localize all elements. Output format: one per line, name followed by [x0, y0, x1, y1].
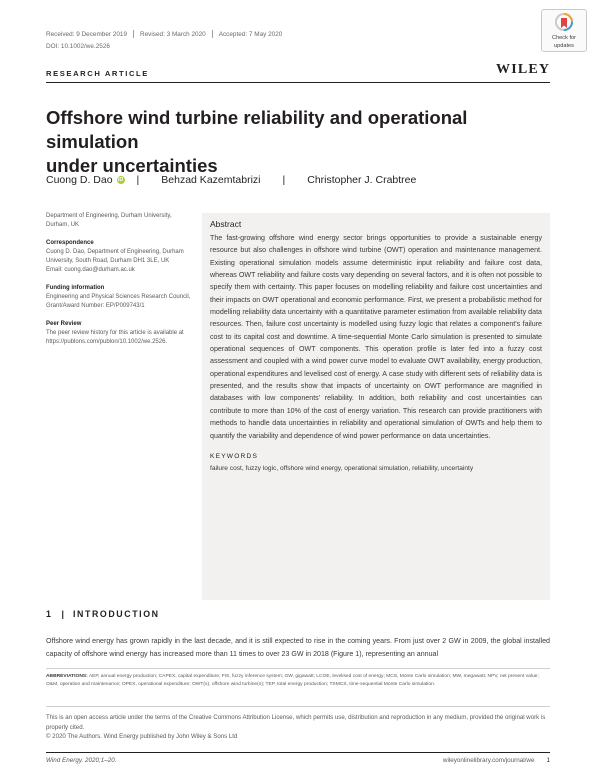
section-heading [46, 609, 160, 619]
abbreviations-label: ABBREVIATIONS: [46, 674, 88, 679]
license-note [46, 706, 550, 742]
peer-review-info[interactable]: The peer review history for this article is available at https://publons.com/publon/10.1002/we.2526. [46, 330, 184, 345]
abstract-text: The fast-growing offshore wind energy sector brings opportunities to provide a sustainable energy resource but also challenges in offshore wind turbine (OWT) operation and maintenance management. Existing operational simulation models assume deterministic input reliability and failure cost data, whereas OWT reliability and failure costs vary depending on several factors, and it is often not possible to specify them with certainty. This paper focuses on modelling reliability and failure cost uncertainties and their impacts on OWT operational and economic performance. First, we present a probabilistic method for modelling reliability data uncertainty with a quantitative parameter estimation from available reliability data resources. Then, failure cost uncertainty is modelled using fuzzy logic that relates a component's failure cost to its capital cost and downtime. A time-sequential Monte Carlo simulation is presented to simulate operational sequences of OWT components. This operation profile is later fed into a fuzzy cost assessment and coupled with a wind power curve model to evaluate OWT availability, energy production, operational expenditures and levelised cost of energy. A case study with different sets of reliability data is presented, and the results show that impacts of uncertainty on OWT performance are magnified in databases with low components' reliability. In addition, both reliability and cost uncertainties can contribute to more than 10% of the cost of energy variation. This research can provide practitioners with methods to handle data uncertainties in reliability and operational simulation of OWTs and help them to quantify the variability and dependence of wind power performance on data uncertainties. [210, 234, 542, 440]
introduction-text: Offshore wind energy has grown rapidly in the last decade, and it is still expected to rise in the coming years. From just over 2 GW in 2009, the global installed capacity of offshore wind energy has increased more than 11 times to over 23 GW in 2018 (Figure 1), representing an annual [46, 637, 550, 658]
author-separator: | [136, 174, 140, 186]
header-rule [46, 82, 550, 83]
peer-review-heading: Peer Review [46, 321, 82, 327]
copyright-text: © 2020 The Authors. Wind Energy published by John Wiley & Sons Ltd [46, 733, 238, 741]
section-title: INTRODUCTION [72, 609, 160, 619]
author-name[interactable]: Christopher J. Crabtree [307, 174, 417, 186]
funding-heading: Funding information [46, 285, 105, 291]
check-for-updates-badge[interactable] [541, 9, 587, 52]
title-line-2: under uncertainties [46, 155, 218, 176]
section-separator: | [61, 609, 64, 619]
correspondence-address: Cuong D. Dao, Department of Engineering, Durham University, South Road, Durham DH1 3LE, UK [46, 249, 184, 264]
accepted-date: Accepted: 7 May 2020 [218, 30, 283, 38]
affiliation: Department of Engineering, Durham University, Durham, UK [46, 213, 172, 228]
funding-info: Engineering and Physical Sciences Research Council, Grant/Award Number: EP/P009743/1 [46, 294, 191, 309]
date-divider [212, 30, 213, 38]
section-number: 1 [46, 609, 53, 619]
publisher-logo: WILEY [496, 62, 551, 77]
footer-right [400, 757, 550, 764]
article-type: RESEARCH ARTICLE [46, 69, 149, 78]
author-name[interactable]: Cuong D. Dao [46, 174, 113, 186]
abstract-box [202, 213, 550, 600]
keywords-heading: KEYWORDS [210, 452, 259, 460]
orcid-icon[interactable]: iD [117, 177, 124, 183]
abbreviations-footnote [46, 668, 550, 690]
author-name[interactable]: Behzad Kazemtabrizi [161, 174, 261, 186]
author-list [46, 174, 416, 186]
correspondence-email[interactable]: Email: cuong.dao@durham.ac.uk [46, 267, 135, 273]
article-dates [46, 30, 282, 38]
page-number: 1 [546, 757, 550, 764]
journal-citation: Wind Energy. 2020;1–20. [46, 757, 117, 764]
date-divider [133, 30, 134, 38]
badge-label-2: updates [554, 43, 574, 50]
keywords-list: failure cost, fuzzy logic, offshore wind energy, operational simulation, reliability, uncertainty [210, 464, 474, 472]
title-line-1: Offshore wind turbine reliability and operational simulation [46, 107, 468, 152]
abstract-heading: Abstract [210, 219, 242, 229]
abbreviations-text: AEP, annual energy production; CAPEX, capital expenditure; FIS, fuzzy inference system; GW, gigawatt; LCOE, levelised cost of energy; MCS, Monte Carlo simulation; MW, megawatt; NPV, net present value; O&M, operation and maintenance; OPEX, operational expenditure; OWT(s), offshore wind turbine(s); TEP, total energy production; TSMCS, time-sequential Monte Carlo simulation. [46, 674, 539, 688]
crossmark-icon [555, 13, 573, 33]
revised-date: Revised: 3 March 2020 [140, 30, 206, 38]
article-info-sidebar [46, 212, 194, 347]
paper-title [46, 106, 546, 178]
footer-rule [46, 752, 550, 753]
license-text: This is an open access article under the terms of the Creative Commons Attribution License, which permits use, distribution and reproduction in any medium, provided the original work is properly cited. [46, 714, 546, 731]
journal-url[interactable]: wileyonlinelibrary.com/journal/we [442, 757, 535, 764]
author-separator: | [282, 174, 286, 186]
doi[interactable]: DOI: 10.1002/we.2526 [46, 43, 110, 50]
received-date: Received: 9 December 2019 [46, 30, 127, 38]
correspondence-heading: Correspondence [46, 240, 94, 246]
badge-label-1: Check for [552, 35, 576, 41]
